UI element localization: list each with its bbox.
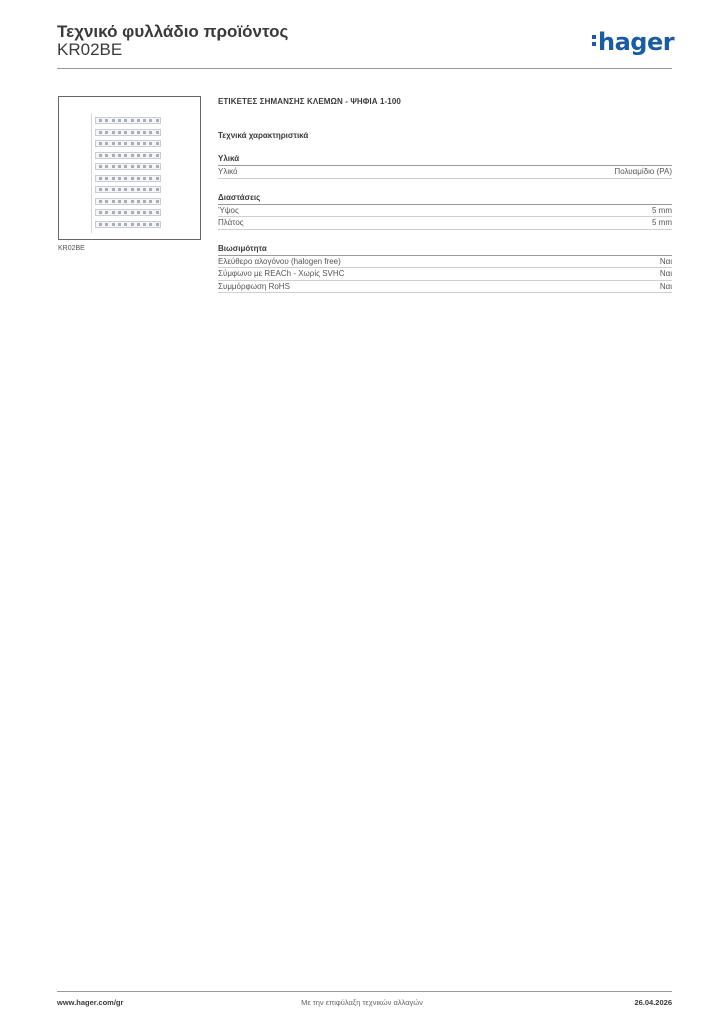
marker-digit	[156, 177, 159, 180]
marker-digit	[124, 119, 127, 122]
spec-group-dimensions	[218, 193, 672, 230]
marker-digit	[112, 131, 115, 134]
marker-digit	[99, 200, 102, 203]
marker-digit	[99, 165, 102, 168]
spec-group-title: Διαστάσεις	[218, 193, 672, 205]
spec-label: Υλικό	[218, 167, 238, 176]
spec-group-title: Υλικά	[218, 154, 672, 166]
marker-digit	[149, 119, 152, 122]
marker-digit	[156, 142, 159, 145]
marker-digit	[149, 177, 152, 180]
marker-digit	[118, 142, 121, 145]
marker-digit	[137, 211, 140, 214]
marker-digit	[118, 154, 121, 157]
marker-strip	[95, 175, 161, 182]
marker-digit	[99, 131, 102, 134]
marker-digit	[124, 154, 127, 157]
marker-digit	[137, 165, 140, 168]
marker-digit	[99, 119, 102, 122]
specs-section-title: Τεχνικά χαρακτηριστικά	[218, 131, 309, 140]
marker-digit	[137, 223, 140, 226]
spec-row	[218, 205, 672, 218]
footer-website-link[interactable]: www.hager.com/gr	[57, 998, 124, 1007]
marker-digit	[149, 211, 152, 214]
marker-digit	[105, 200, 108, 203]
spec-label: Ύψος	[218, 205, 239, 215]
marker-digit	[105, 177, 108, 180]
marker-digit	[156, 211, 159, 214]
spec-value: Ναι	[659, 256, 672, 266]
marker-digit	[99, 154, 102, 157]
spec-group-sustainability	[218, 244, 672, 294]
marker-digit	[131, 154, 134, 157]
product-details	[218, 97, 672, 293]
product-image-frame	[58, 96, 201, 240]
logo-text: hager	[598, 28, 675, 56]
marker-digit	[105, 154, 108, 157]
spec-value: 5 mm	[652, 205, 672, 215]
marker-digit	[131, 165, 134, 168]
spec-label: Ελεύθερο αλογόνου (halogen free)	[218, 256, 341, 266]
marker-digit	[143, 165, 146, 168]
marker-digit	[99, 211, 102, 214]
marker-digit	[143, 177, 146, 180]
product-image-caption: KR02BE	[58, 245, 85, 252]
marker-digit	[124, 165, 127, 168]
footer-date: 26.04.2026	[634, 998, 672, 1007]
marker-digit	[118, 200, 121, 203]
marker-digit	[99, 188, 102, 191]
marker-digit	[131, 119, 134, 122]
document-title: Τεχνικό φυλλάδιο προϊόντος	[57, 22, 289, 41]
product-code: KR02BE	[57, 40, 123, 59]
marker-digit	[99, 177, 102, 180]
spec-row	[218, 166, 672, 179]
marker-digit	[156, 154, 159, 157]
marker-digit	[143, 131, 146, 134]
header-divider	[57, 68, 672, 69]
marker-digit	[143, 119, 146, 122]
marker-digit	[156, 188, 159, 191]
hager-logo	[592, 28, 674, 56]
marker-digit	[143, 154, 146, 157]
marker-digit	[124, 223, 127, 226]
marker-digit	[112, 119, 115, 122]
marker-digit	[99, 142, 102, 145]
marker-digit	[143, 200, 146, 203]
marker-digit	[131, 211, 134, 214]
spec-row	[218, 256, 672, 269]
marker-digit	[131, 142, 134, 145]
marker-digit	[143, 211, 146, 214]
marker-digit	[156, 200, 159, 203]
marker-strip	[95, 140, 161, 147]
marker-digit	[131, 200, 134, 203]
footer-divider	[57, 991, 672, 992]
marker-digit	[118, 165, 121, 168]
marker-digit	[137, 188, 140, 191]
spec-label: Συμμόρφωση RoHS	[218, 281, 290, 291]
spec-group-title: Βιωσιμότητα	[218, 244, 672, 256]
marker-digit	[99, 223, 102, 226]
marker-digit	[105, 188, 108, 191]
marker-digit	[149, 154, 152, 157]
marker-digit	[131, 131, 134, 134]
marker-digit	[124, 177, 127, 180]
marker-digit	[105, 131, 108, 134]
marker-digit	[149, 165, 152, 168]
spec-value: Πολυαμίδιο (PA)	[614, 167, 672, 176]
spec-group-materials	[218, 154, 672, 179]
marker-digit	[143, 188, 146, 191]
marker-digit	[124, 131, 127, 134]
marker-digit	[105, 223, 108, 226]
marker-strip	[95, 117, 161, 124]
marker-digit	[112, 142, 115, 145]
spec-value: 5 mm	[652, 218, 672, 227]
marker-digit	[105, 165, 108, 168]
marker-digit	[156, 131, 159, 134]
marker-digit	[131, 188, 134, 191]
marker-digit	[149, 131, 152, 134]
marker-digit	[137, 200, 140, 203]
marker-digit	[112, 177, 115, 180]
marker-digit	[118, 188, 121, 191]
marker-strip	[95, 152, 161, 159]
marker-digit	[137, 119, 140, 122]
marker-digit	[118, 223, 121, 226]
marker-digit	[143, 223, 146, 226]
marker-digit	[118, 119, 121, 122]
marker-digit	[137, 131, 140, 134]
marker-digit	[149, 200, 152, 203]
marker-digit	[124, 211, 127, 214]
marker-strip	[95, 221, 161, 228]
marker-digit	[156, 119, 159, 122]
spec-value: Ναι	[659, 281, 672, 291]
marker-strip	[95, 209, 161, 216]
marker-digit	[105, 211, 108, 214]
marker-digit	[112, 223, 115, 226]
marker-digit	[149, 142, 152, 145]
spec-value: Ναι	[659, 269, 672, 278]
logo-dots-icon	[592, 35, 597, 49]
spec-row	[218, 281, 672, 294]
spec-row	[218, 217, 672, 230]
marker-digit	[124, 142, 127, 145]
marker-digit	[131, 177, 134, 180]
spec-label: Σύμφωνο με REACh - Χωρίς SVHC	[218, 269, 345, 278]
marker-digit	[112, 200, 115, 203]
marker-digit	[112, 165, 115, 168]
spec-row	[218, 268, 672, 281]
marker-strip	[95, 163, 161, 170]
marker-digit	[131, 223, 134, 226]
marker-digit	[112, 188, 115, 191]
footer-disclaimer: Με την επιφύλαξη τεχνικών αλλαγών	[301, 998, 423, 1007]
marker-strip	[95, 198, 161, 205]
marker-digit	[105, 142, 108, 145]
marker-digit	[112, 211, 115, 214]
marker-digit	[156, 223, 159, 226]
marker-digit	[143, 142, 146, 145]
marker-digit	[118, 211, 121, 214]
marker-digit	[118, 131, 121, 134]
marker-digit	[137, 154, 140, 157]
marker-sheet-image	[91, 113, 167, 233]
marker-digit	[112, 154, 115, 157]
marker-digit	[149, 188, 152, 191]
marker-strip	[95, 129, 161, 136]
marker-strip	[95, 186, 161, 193]
marker-digit	[137, 142, 140, 145]
spec-label: Πλάτος	[218, 218, 244, 227]
marker-digit	[156, 165, 159, 168]
marker-digit	[124, 200, 127, 203]
marker-digit	[105, 119, 108, 122]
marker-digit	[149, 223, 152, 226]
product-name: ΕΤΙΚΕΤΕΣ ΣΗΜΑΝΣΗΣ ΚΛΕΜΩΝ - ΨΗΦΙΑ 1-100	[218, 97, 401, 106]
marker-digit	[124, 188, 127, 191]
marker-digit	[118, 177, 121, 180]
marker-digit	[137, 177, 140, 180]
